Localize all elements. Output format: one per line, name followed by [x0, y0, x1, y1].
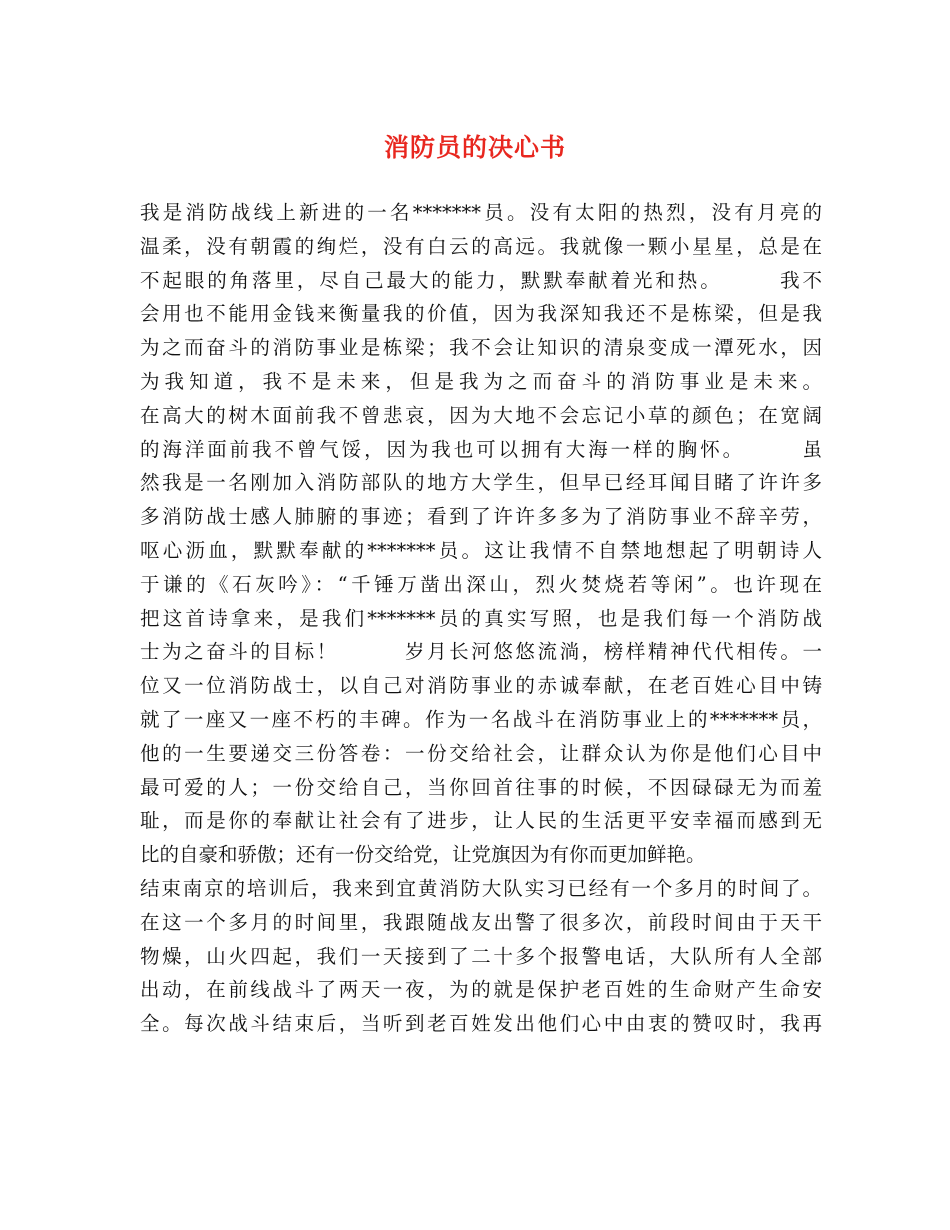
body-line: 他的一生要递交三份答卷：一份交给社会，让群众认为你是他们心目中 [140, 741, 822, 765]
body-line: 呕心沥血，默默奉献的*******员。这让我情不自禁地想起了明朝诗人 [140, 538, 822, 562]
document-title: 消防员的决心书 [383, 133, 566, 162]
body-line: 的海洋面前我不曾气馁，因为我也可以拥有大海一样的胸怀。 虽 [140, 437, 822, 461]
document-body [140, 196, 822, 1041]
body-line: 就了一座又一座不朽的丰碑。作为一名战斗在消防事业上的*******员， [140, 707, 822, 731]
body-line: 位又一位消防战士，以自己对消防事业的赤诚奉献，在老百姓心目中铸 [140, 674, 822, 698]
body-line: 全。每次战斗结束后，当听到老百姓发出他们心中由衷的赞叹时，我再 [140, 1012, 822, 1036]
body-line: 出动，在前线战斗了两天一夜，为的就是保护老百姓的生命财产生命安 [140, 978, 822, 1002]
body-line: 士为之奋斗的目标！ 岁月长河悠悠流淌，榜样精神代代相传。一 [140, 640, 822, 664]
body-line: 在这一个多月的时间里，我跟随战友出警了很多次，前段时间由于天干 [140, 910, 822, 934]
body-line: 于谦的《石灰吟》：“千锤万凿出深山，烈火焚烧若等闲”。也许现在 [140, 572, 822, 596]
body-line: 最可爱的人；一份交给自己，当你回首往事的时候，不因碌碌无为而羞 [140, 775, 822, 799]
body-line: 不起眼的角落里，尽自己最大的能力，默默奉献着光和热。 我不 [140, 268, 822, 292]
body-line: 然我是一名刚加入消防部队的地方大学生，但早已经耳闻目睹了许许多 [140, 471, 822, 495]
body-line: 为我知道，我不是未来，但是我为之而奋斗的消防事业是未来。 [140, 369, 822, 393]
body-line: 在高大的树木面前我不曾悲哀，因为大地不会忘记小草的颜色；在宽阔 [140, 403, 822, 427]
body-line: 我是消防战线上新进的一名*******员。没有太阳的热烈，没有月亮的 [140, 201, 822, 224]
body-line: 多消防战士感人肺腑的事迹；看到了许许多多为了消防事业不辞辛劳， [140, 505, 822, 529]
body-line: 为之而奋斗的消防事业是栋梁；我不会让知识的清泉变成一潭死水，因 [140, 336, 822, 360]
body-line: 结束南京的培训后，我来到宜黄消防大队实习已经有一个多月的时间了。 [140, 876, 822, 900]
body-line: 耻，而是你的奉献让社会有了进步，让人民的生活更平安幸福而感到无 [140, 809, 822, 833]
body-line: 比的自豪和骄傲；还有一份交给党，让党旗因为有你而更加鲜艳。 [140, 843, 706, 867]
body-line: 物燥，山火四起，我们一天接到了二十多个报警电话，大队所有人全部 [140, 944, 822, 968]
body-line: 温柔，没有朝霞的绚烂，没有白云的高远。我就像一颗小星星，总是在 [140, 234, 822, 258]
body-line: 把这首诗拿来，是我们*******员的真实写照，也是我们每一个消防战 [140, 606, 822, 630]
body-line: 会用也不能用金钱来衡量我的价值，因为我深知我还不是栋梁，但是我 [140, 302, 822, 326]
